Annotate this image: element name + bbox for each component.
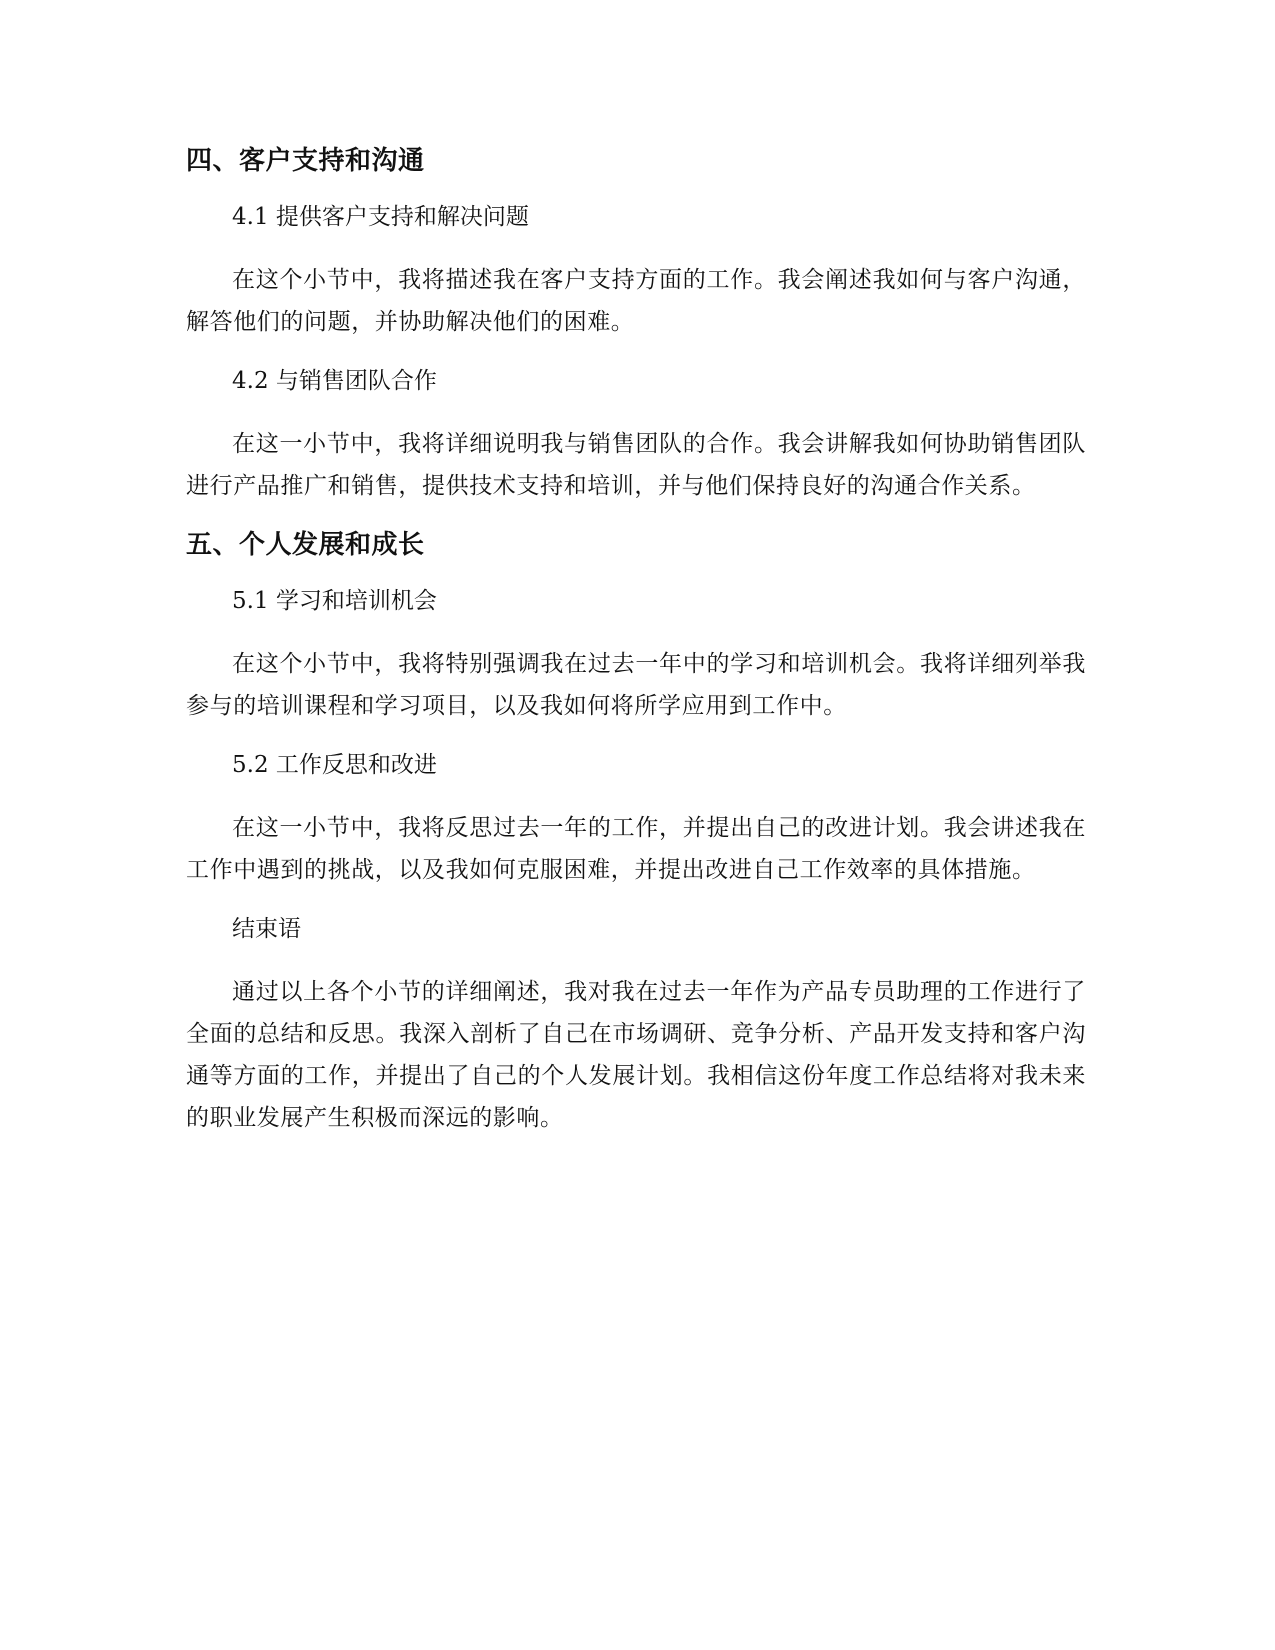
section-title-customer-support: 四、客户支持和沟通 [186,146,425,176]
paragraph-5-1: 在这个小节中，我将特别强调我在过去一年中的学习和培训机会。我将详细列举我参与的培训课程和学习项目，以及我如何将所学应用到工作中。 [186,651,1086,719]
paragraph-5-2: 在这一小节中，我将反思过去一年的工作，并提出自己的改进计划。我会讲述我在工作中遇到的挑战，以及我如何克服困难，并提出改进自己工作效率的具体措施。 [186,815,1086,883]
subsection-heading-4-1: 4.1 提供客户支持和解决问题 [232,204,529,230]
closing-heading: 结束语 [232,916,301,942]
subsection-heading-5-2: 5.2 工作反思和改进 [232,752,437,778]
subsection-heading-4-2: 4.2 与销售团队合作 [232,368,437,394]
closing-paragraph: 通过以上各个小节的详细阐述，我对我在过去一年作为产品专员助理的工作进行了全面的总结和反思。我深入剖析了自己在市场调研、竞争分析、产品开发支持和客户沟通等方面的工作，并提出了自己的个人发展计划。我相信这份年度工作总结将对我未来的职业发展产生积极而深远的影响。 [186,979,1086,1131]
paragraph-4-1: 在这个小节中，我将描述我在客户支持方面的工作。我会阐述我如何与客户沟通，解答他们的问题，并协助解决他们的困难。 [186,267,1086,335]
section-title-personal-growth: 五、个人发展和成长 [186,530,425,560]
paragraph-4-2: 在这一小节中，我将详细说明我与销售团队的合作。我会讲解我如何协助销售团队进行产品推广和销售，提供技术支持和培训，并与他们保持良好的沟通合作关系。 [186,431,1086,499]
document-body [186,143,1086,1159]
subsection-heading-5-1: 5.1 学习和培训机会 [232,588,437,614]
